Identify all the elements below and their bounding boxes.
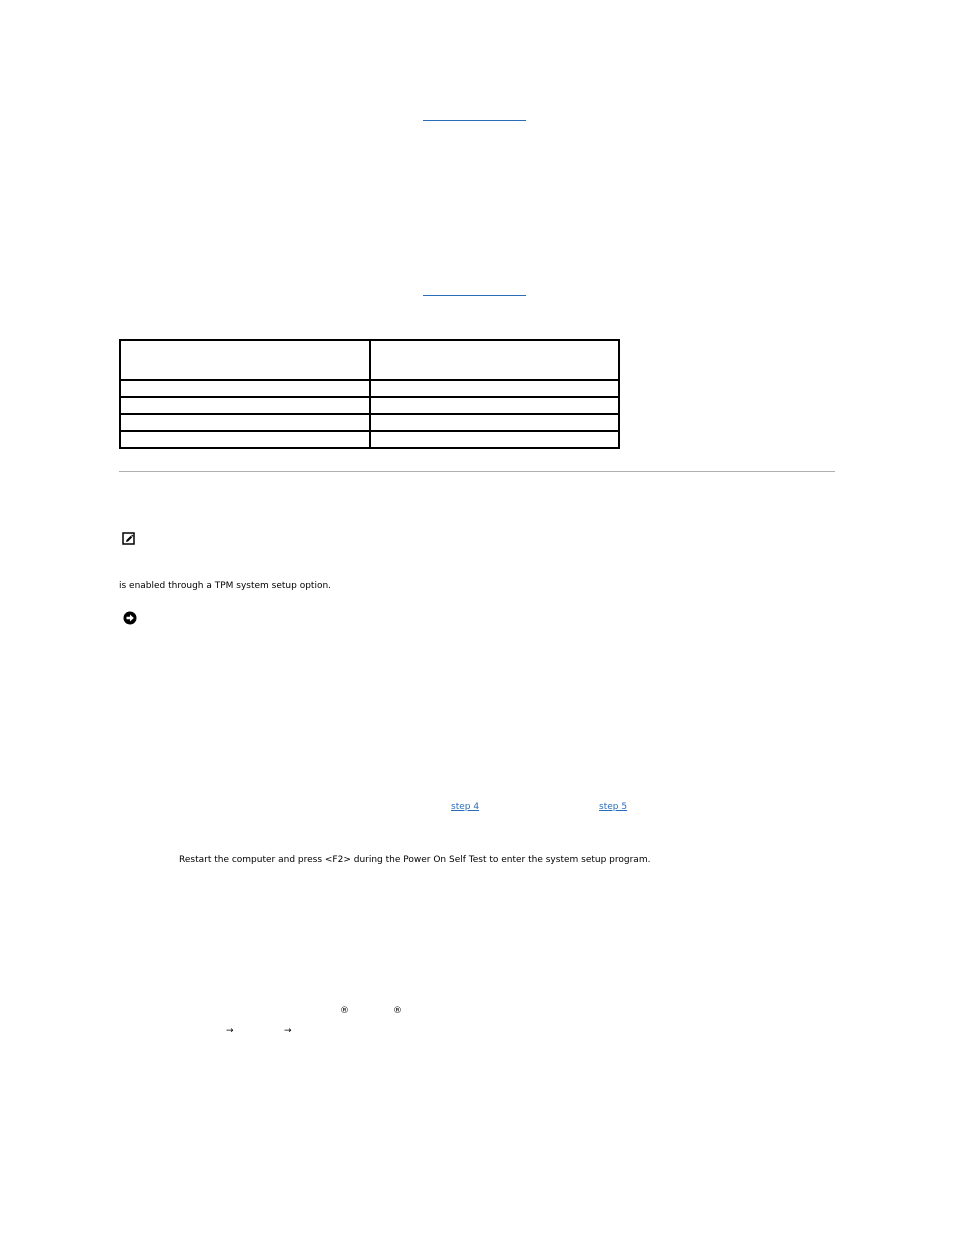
table-cell [120, 431, 370, 448]
table-cell [120, 380, 370, 397]
table-cell [370, 380, 620, 397]
arrow-circle-notice-icon [123, 611, 137, 625]
second-link[interactable] [423, 295, 526, 296]
restart-instruction-text: Restart the computer and press <F2> during the Power On Self Test to enter the system setup program. [179, 855, 651, 865]
table-cell [120, 414, 370, 431]
section-divider [119, 471, 835, 472]
table-cell [370, 414, 620, 431]
registered-mark: ® [340, 1006, 349, 1016]
table-row [120, 397, 619, 414]
menu-path-arrow: → [284, 1026, 292, 1036]
table-row [120, 414, 619, 431]
table-header-cell [370, 340, 620, 380]
table-row [120, 380, 619, 397]
step-4-link[interactable]: step 4 [451, 802, 480, 812]
table-header-row [120, 340, 619, 380]
top-link[interactable] [423, 120, 526, 121]
pencil-note-icon [122, 532, 136, 545]
table-cell [120, 397, 370, 414]
step-5-link[interactable]: step 5 [599, 802, 628, 812]
table-header-cell [120, 340, 370, 380]
registered-mark: ® [393, 1006, 402, 1016]
table-row [120, 431, 619, 448]
table-cell [370, 397, 620, 414]
table-cell [370, 431, 620, 448]
tpm-enabled-text: is enabled through a TPM system setup option. [119, 581, 332, 591]
info-table [119, 339, 620, 449]
menu-path-arrow: → [226, 1026, 234, 1036]
